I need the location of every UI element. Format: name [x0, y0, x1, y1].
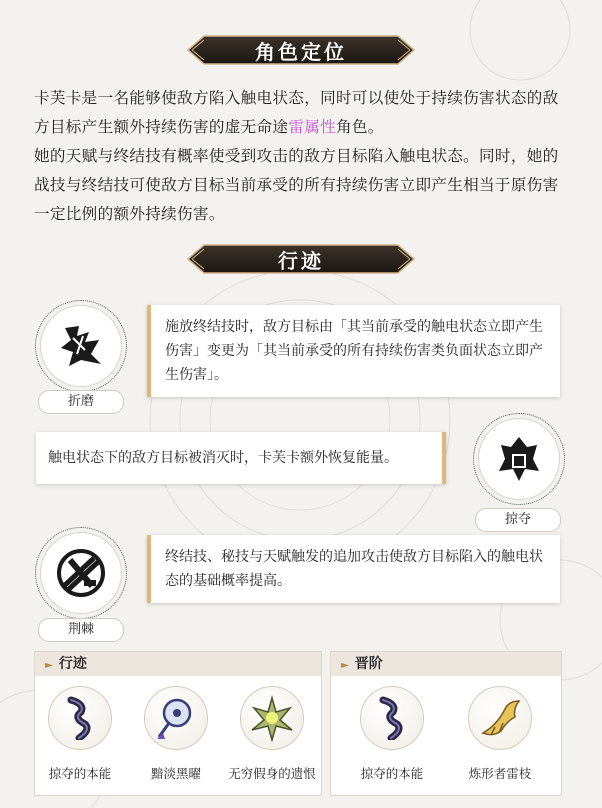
- role-description: [34, 84, 574, 229]
- obsidian-pendulum-icon: [144, 686, 208, 750]
- role-section-banner: [186, 34, 416, 66]
- trace-label-plunder: 掠夺: [475, 508, 561, 532]
- role-section-title: 角色定位: [255, 39, 347, 64]
- lightning-crystal-icon: [240, 686, 304, 750]
- material-name: 掠夺的本能: [360, 766, 424, 781]
- instinct-ribbon-icon: [48, 686, 112, 750]
- traces-section-title: 行迹: [278, 248, 324, 273]
- ascension-materials-panel: [330, 651, 562, 796]
- plunder-icon: [478, 418, 560, 500]
- material-item[interactable]: [347, 686, 437, 782]
- traces-section-banner: [186, 243, 416, 275]
- trace-label-thorns: 荆棘: [38, 618, 124, 642]
- role-paragraph-1: 卡芙卡是一名能够使敌方陷入触电状态，同时可以使处于持续伤害状态的敌方目标产生额外持续伤害的虚无命途雷属性角色。: [34, 89, 559, 136]
- trace-card-plunder: [36, 432, 446, 484]
- trace-materials-header: ► 行迹: [35, 652, 321, 676]
- trace-card-torture: [147, 305, 560, 397]
- material-item[interactable]: [131, 686, 221, 782]
- triangle-bullet-icon: ►: [45, 660, 53, 671]
- element-highlight: 雷属性: [288, 118, 336, 136]
- instinct-ribbon-icon: [360, 686, 424, 750]
- trace-label-torture: 折磨: [38, 390, 124, 414]
- material-name: 掠夺的本能: [48, 766, 112, 781]
- material-item[interactable]: [35, 686, 125, 782]
- trace-description-plunder: 触电状态下的敌方目标被消灭时，卡芙卡额外恢复能量。: [48, 450, 398, 466]
- trace-materials-panel: [34, 651, 322, 796]
- material-item[interactable]: [455, 686, 545, 782]
- thorns-icon: [40, 532, 122, 614]
- role-paragraph-2: 她的天赋与终结技有概率使受到攻击的敌方目标陷入触电状态。同时，她的战技与终结技可使敌方目标当前承受的所有持续伤害立即产生相当于原伤害一定比例的额外持续伤害。: [34, 147, 559, 223]
- trace-card-thorns: [147, 535, 560, 603]
- ascension-materials-header: ► 晋阶: [331, 652, 561, 676]
- trace-description-torture: 施放终结技时，敌方目标由「其当前承受的触电状态立即产生伤害」变更为「其当前承受的所有持续伤害类负面状态立即产生伤害」。: [165, 319, 543, 383]
- torture-icon: [40, 305, 122, 387]
- material-name: 炼形者雷枝: [468, 766, 532, 781]
- material-item[interactable]: [227, 686, 317, 782]
- trace-description-thorns: 终结技、秘技与天赋触发的追加攻击使敌方目标陷入的触电状态的基础概率提高。: [165, 549, 543, 589]
- material-name: 黯淡黑曜: [150, 766, 201, 781]
- thunder-branch-icon: [468, 686, 532, 750]
- triangle-bullet-icon: ►: [341, 660, 349, 671]
- material-name: 无穷假身的遗恨: [228, 766, 316, 781]
